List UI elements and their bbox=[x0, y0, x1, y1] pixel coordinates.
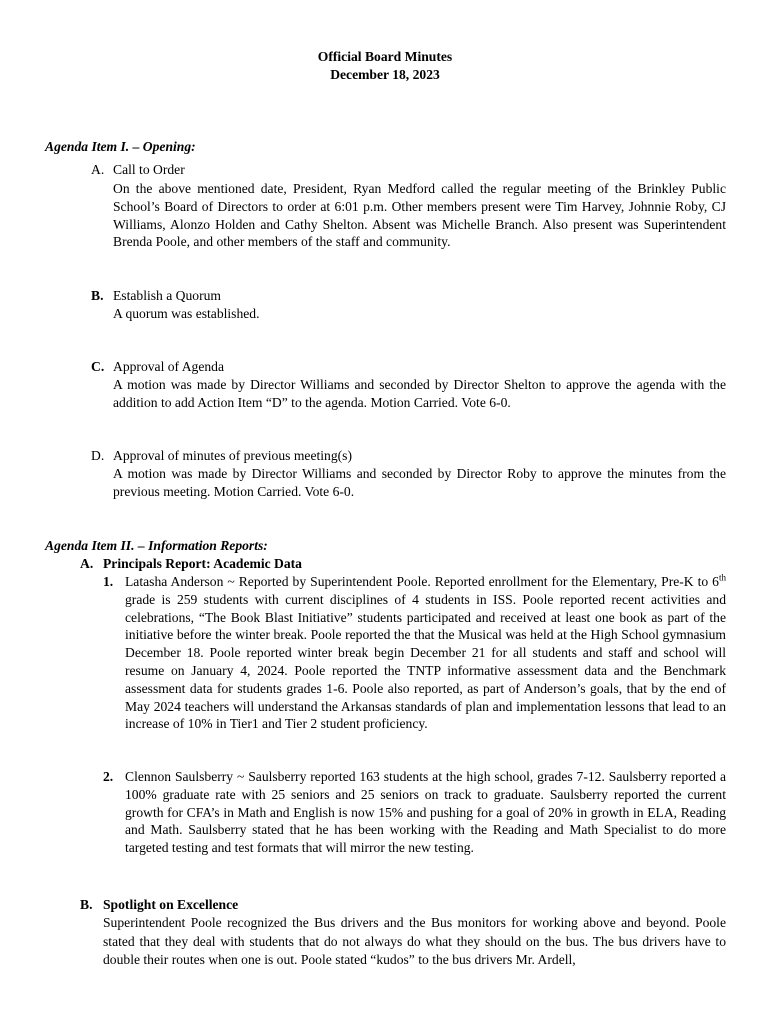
item-c-body: A motion was made by Director Williams and seconded by Director Shelton to approve the agenda with the addition to add Action Item “D” to the agenda. Motion Carried. Vote 6-0. bbox=[113, 377, 726, 410]
principals-report-title: Principals Report: Academic Data bbox=[103, 556, 302, 571]
agenda-item-1-heading: Agenda Item I. – Opening: bbox=[45, 139, 196, 154]
item-d-title: Approval of minutes of previous meeting(s) bbox=[113, 448, 352, 463]
meeting-date: December 18, 2023 bbox=[330, 67, 440, 82]
report-2-number: 2. bbox=[103, 769, 114, 784]
report-1-rest: grade is 259 students with current disciplines of 4 students in ISS. Poole reported recent activities and celebrations, “The Book Blast Initiative” students participated and received at least one book as part of the initiative before the winter break. Poole reported the that the Musical was held at the High School gymnasium December 18. Poole reported winter break begin December 21 for all students and staff and school will resume on January 4, 2024. Poole reported the TNTP informative assessment data and the Benchmark assessment data for students grades 1-6. Poole also reported, as part of Anderson’s goals, that by the end of May 2024 teachers will understand the Arkansas standards of plan and implementation lessons that lead to an increase of 10% in Tier1 and Tier 2 student proficiency. bbox=[125, 591, 726, 732]
agenda-item-2-heading: Agenda Item II. – Information Reports: bbox=[45, 538, 268, 553]
item-d-letter: D. bbox=[91, 448, 105, 463]
item-a-body: On the above mentioned date, President, Ryan Medford called the regular meeting of the Brinkley Public School’s Board of Directors to order at 6:01 p.m. Other members present were Tim Harvey, Johnnie Roby, CJ Williams, Alonzo Holden and Cathy Shelton. Absent was Michelle Branch. Also present was Superintendent Brenda Poole, and other members of the staff and community. bbox=[113, 181, 726, 250]
spotlight-letter: B. bbox=[80, 897, 93, 912]
report-1-superscript: th bbox=[718, 572, 726, 583]
report-1-text bbox=[125, 573, 726, 733]
item-a-letter: A. bbox=[91, 162, 105, 177]
spotlight-title: Spotlight on Excellence bbox=[103, 897, 239, 912]
item-d-body: A motion was made by Director Williams and seconded by Director Roby to approve the minutes from the previous meeting. Motion Carried. Vote 6-0. bbox=[113, 466, 726, 499]
item-a-title: Call to Order bbox=[113, 162, 185, 177]
item-b-body: A quorum was established. bbox=[113, 306, 260, 321]
item-b-letter: B. bbox=[91, 288, 104, 303]
report-2-text: Clennon Saulsberry ~ Saulsberry reported 163 students at the high school, grades 7-12. Saulsberry reported a 100% graduate rate with 25 seniors and 25 seniors on track to graduate. Saulsberry reported the current growth for CFA’s in Math and English is now 15% and pushing for a goal of 20% in growth in ELA, Reading and Math. Saulsberry stated that he has been working with the Reading and Math Specialist to do more targeted testing and test formats that will mirror the new testing. bbox=[125, 769, 726, 856]
document-title: Official Board Minutes bbox=[317, 49, 453, 64]
report-1-number: 1. bbox=[103, 574, 114, 589]
principals-report-letter: A. bbox=[80, 556, 94, 571]
spotlight-body: Superintendent Poole recognized the Bus drivers and the Bus monitors for working above and beyond. Poole stated that they deal with students that do not always do what they should on the bus. The bus drivers have to double their routes when one is out. Poole stated “kudos” to the bus drivers Mr. Ardell, bbox=[103, 915, 726, 967]
item-b-title: Establish a Quorum bbox=[113, 288, 221, 303]
item-c-letter: C. bbox=[91, 359, 105, 374]
item-c-title: Approval of Agenda bbox=[113, 359, 224, 374]
report-1-lead: Latasha Anderson ~ Reported by Superintendent Poole. Reported enrollment for the Elementary, Pre-K to 6 bbox=[125, 574, 719, 589]
